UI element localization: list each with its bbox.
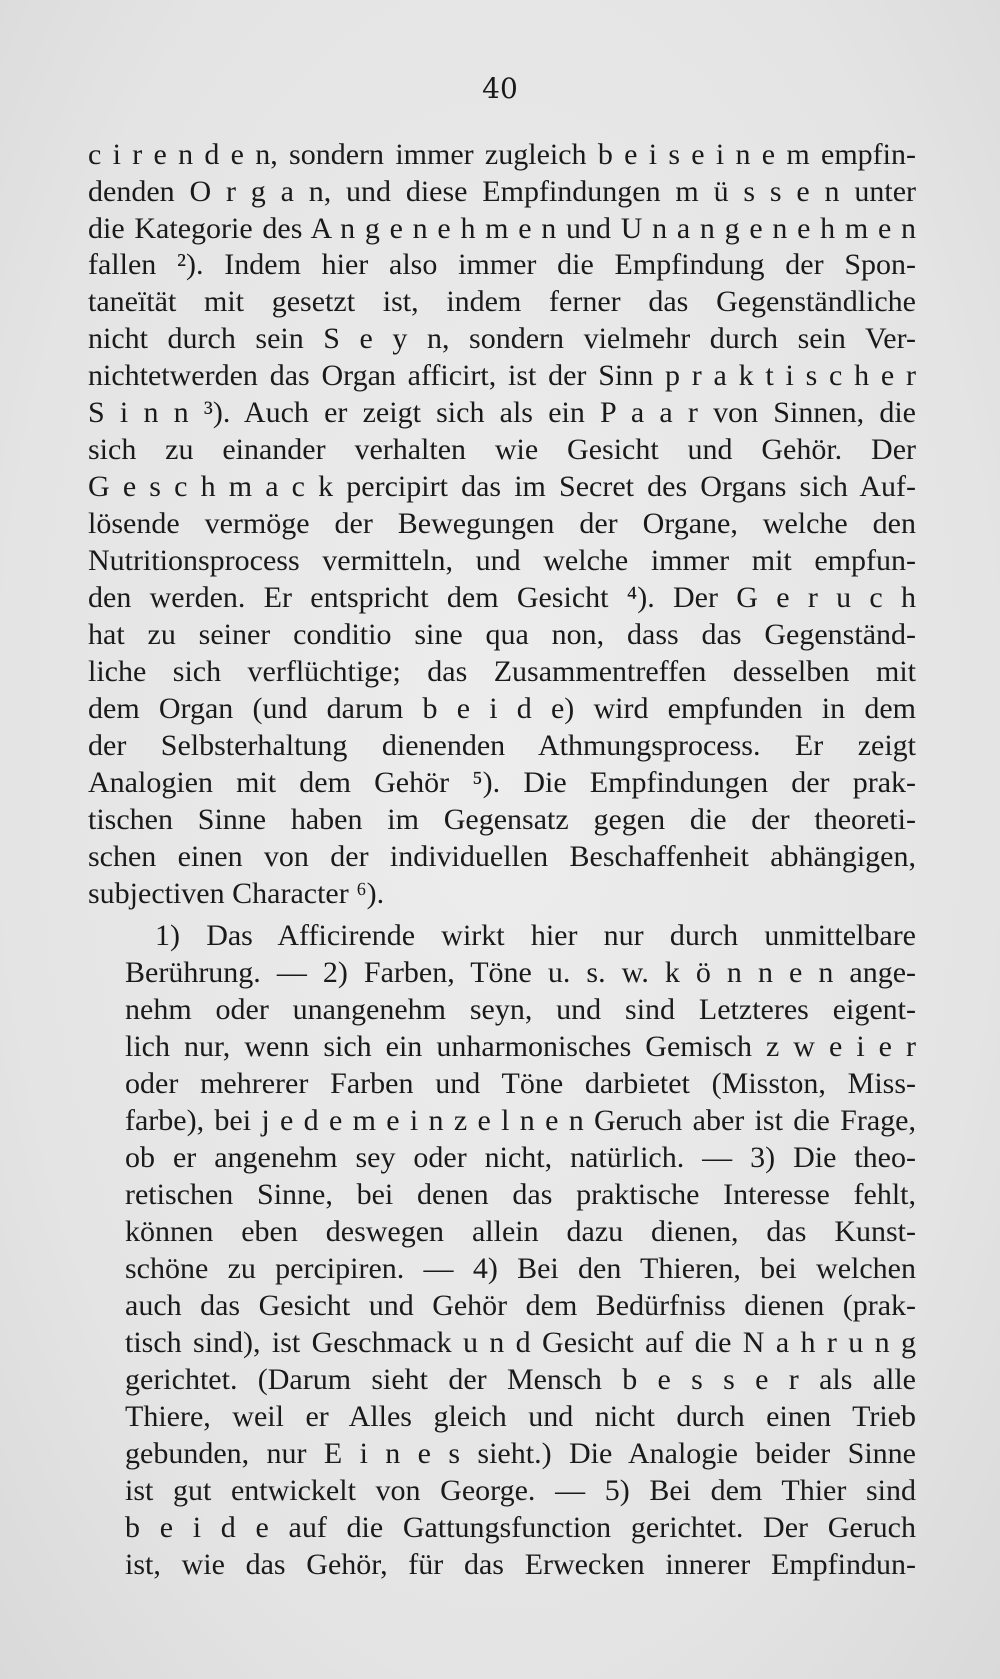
text-line: hat zu seiner conditio sine qua non, dass das Gegenständ-	[88, 618, 916, 651]
footnote-line: nehm oder unangenehm seyn, und sind Letzteres eigent-	[125, 993, 916, 1026]
footnote-line: tisch sind), ist Geschmack u n d Gesicht auf die N a h r u n g	[125, 1326, 916, 1359]
text-line: schen einen von der individuellen Beschaffenheit abhängigen,	[88, 840, 916, 873]
footnote-line: können eben deswegen allein dazu dienen, das Kunst-	[125, 1215, 916, 1248]
footnote-line: Berührung. — 2) Farben, Töne u. s. w. k ö n n e n ange-	[125, 956, 916, 989]
text-line: denden O r g a n, und diese Empfindungen m ü s s e n unter	[88, 175, 916, 208]
footnote-line: oder mehrerer Farben und Töne darbietet (Misston, Miss-	[125, 1067, 916, 1100]
text-line: subjectiven Character ⁶).	[88, 877, 385, 910]
footnote-line: farbe), bei j e d e m e i n z e l n e n Geruch aber ist die Frage,	[125, 1104, 916, 1137]
footnote-line: ist, wie das Gehör, für das Erwecken innerer Empfindun-	[125, 1548, 916, 1581]
footnote-line: b e i d e auf die Gattungsfunction gerichtet. Der Geruch	[125, 1511, 916, 1544]
footnote-line: schöne zu percipiren. — 4) Bei den Thieren, bei welchen	[125, 1252, 916, 1285]
text-line: den werden. Er entspricht dem Gesicht ⁴). Der G e r u c h	[88, 581, 916, 614]
footnote-line: Thiere, weil er Alles gleich und nicht durch einen Trieb	[125, 1400, 916, 1433]
text-line: nichtetwerden das Organ afficirt, ist der Sinn p r a k t i s c h e r	[88, 359, 916, 392]
footnote-line: lich nur, wenn sich ein unharmonisches Gemisch z w e i e r	[125, 1030, 916, 1063]
footnote-line: auch das Gesicht und Gehör dem Bedürfniss dienen (prak-	[125, 1289, 916, 1322]
text-line: c i r e n d e n, sondern immer zugleich b e i s e i n e m empfin-	[88, 138, 916, 171]
footnote-line: gebunden, nur E i n e s sieht.) Die Analogie beider Sinne	[125, 1437, 916, 1470]
text-line: Analogien mit dem Gehör ⁵). Die Empfindungen der prak-	[88, 766, 916, 799]
text-line: G e s c h m a c k percipirt das im Secret des Organs sich Auf-	[88, 470, 916, 503]
text-line: dem Organ (und darum b e i d e) wird empfunden in dem	[88, 692, 916, 725]
page-number: 40	[482, 72, 518, 105]
text-line: fallen ²). Indem hier also immer die Empfindung der Spon-	[88, 248, 916, 281]
text-line: nicht durch sein S e y n, sondern vielmehr durch sein Ver-	[88, 322, 916, 355]
footnote-line: ob er angenehm sey oder nicht, natürlich. — 3) Die theo-	[125, 1141, 916, 1174]
text-line: lösende vermöge der Bewegungen der Organe, welche den	[88, 507, 916, 540]
footnote-line: gerichtet. (Darum sieht der Mensch b e s s e r als alle	[125, 1363, 916, 1396]
text-line: die Kategorie des A n g e n e h m e n und U n a n g e n e h m e n	[88, 212, 916, 245]
text-line: Nutritionsprocess vermitteln, und welche immer mit empfun-	[88, 544, 916, 577]
footnote-line: ist gut entwickelt von George. — 5) Bei dem Thier sind	[125, 1474, 916, 1507]
text-line: liche sich verflüchtige; das Zusammentreffen desselben mit	[88, 655, 916, 688]
text-line: der Selbsterhaltung dienenden Athmungsprocess. Er zeigt	[88, 729, 916, 762]
footnote-line: retischen Sinne, bei denen das praktische Interesse fehlt,	[125, 1178, 916, 1211]
text-line: sich zu einander verhalten wie Gesicht und Gehör. Der	[88, 433, 916, 466]
text-line: taneïtät mit gesetzt ist, indem ferner das Gegenständliche	[88, 285, 916, 318]
text-line: S i n n ³). Auch er zeigt sich als ein P a a r von Sinnen, die	[88, 396, 916, 429]
text-line: tischen Sinne haben im Gegensatz gegen die der theoreti-	[88, 803, 916, 836]
footnote-line: 1) Das Afficirende wirkt hier nur durch unmittelbare	[155, 919, 916, 952]
